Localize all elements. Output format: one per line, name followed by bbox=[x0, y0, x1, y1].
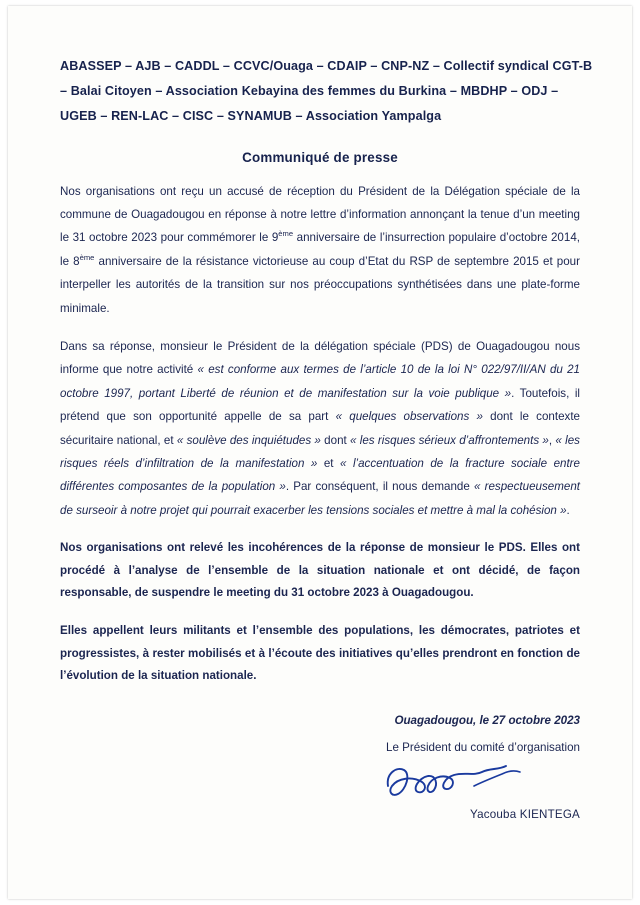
paragraph-2-text-b: . Toutefois, il prétend que son opportunité appelle de sa part bbox=[60, 386, 580, 424]
organizations-header-line-3: UGEB – REN-LAC – CISC – SYNAMUB – Association Yampalga bbox=[60, 109, 442, 124]
signature-block bbox=[60, 714, 580, 821]
paragraph-3: Nos organisations ont relevé les incohérences de la réponse de monsieur le PDS. Elles ont procédé à l’analyse de l’ensemble de la situation nationale et ont décidé, de façon responsable, de suspendre le meeting du 31 octobre 2023 à Ouagadougou. bbox=[60, 541, 580, 600]
signatory-name: Yacouba KIENTEGA bbox=[470, 807, 580, 821]
paragraph-2-text-f: et bbox=[317, 457, 341, 471]
document-content bbox=[60, 54, 593, 821]
document-title: Communiqué de presse bbox=[242, 149, 398, 165]
place-and-date: Ouagadougou, le 27 octobre 2023 bbox=[394, 713, 580, 727]
paper-sheet bbox=[8, 6, 632, 899]
paragraph-2-text-a: Dans sa réponse, monsieur le Président de la délégation spéciale (PDS) de Ouagadougou nous informe que notre activité bbox=[60, 340, 580, 377]
paragraph-2-quote-7: « respectueusement de surseoir à notre projet qui pourrait exacerber les tensions sociales et mettre à mal la cohésion » bbox=[60, 480, 580, 517]
paragraph-1-text-c: anniversaire de la résistance victorieuse au coup d’Etat du RSP de septembre 2015 et pour interpeller les autorités de la transition sur nos préoccupations synthétisées dans une plate-forme minimale. bbox=[60, 254, 580, 315]
paragraph-2-quote-1: « est conforme aux termes de l’article 10 de la loi N° 022/97/II/AN du 21 octobre 1997, portant Liberté de réunion et de manifestation sur la voie publique » bbox=[60, 363, 580, 400]
handwritten-signature bbox=[60, 756, 580, 808]
paragraph-2-text-h: . bbox=[566, 503, 570, 517]
paragraph-1 bbox=[60, 180, 580, 320]
organizations-header-line-2: – Balai Citoyen – Association Kebayina des femmes du Burkina – MBDHP – ODJ – bbox=[60, 84, 559, 99]
paragraph-2-quote-3: « soulève des inquiétudes » bbox=[176, 433, 321, 447]
paragraph-2-text-g: . Par conséquent, il nous demande bbox=[285, 480, 474, 494]
organizations-header-line-1: ABASSEP – AJB – CADDL – CCVC/Ouaga – CDAIP – CNP-NZ – Collectif syndical CGT-B bbox=[60, 59, 593, 73]
paragraph-2-quote-5: « les risques réels d’infiltration de la manifestation » bbox=[60, 433, 580, 471]
paragraph-2 bbox=[60, 335, 580, 522]
paragraph-2-quote-6: « l’accentuation de la fracture sociale entre différentes composantes de la population » bbox=[60, 457, 580, 494]
paragraph-2-text-e: , bbox=[548, 433, 556, 447]
signature-icon bbox=[378, 756, 528, 808]
paragraph-1-sup-2: ème bbox=[79, 252, 95, 262]
organizations-header bbox=[60, 54, 593, 130]
paragraph-2-text-d: dont bbox=[320, 433, 351, 447]
paragraph-1-text-a: Nos organisations ont reçu un accusé de réception du Président de la Délégation spéciale de la commune de Ouagadougou en réponse à notre lettre d’information annonçant la tenue d’un meeting le 31 octobre 2023 pour commémorer le 9 bbox=[60, 184, 580, 245]
paragraph-1-text-b: anniversaire de l’insurrection populaire d’octobre 2014, le 8 bbox=[60, 231, 580, 268]
paragraph-2-text-c: dont le contexte sécuritaire national, et bbox=[60, 410, 580, 447]
paragraph-2-quote-4: « les risques sérieux d’affrontements » bbox=[350, 433, 549, 447]
paragraph-2-quote-2: « quelques observations » bbox=[335, 410, 483, 424]
paragraph-1-sup-1: ème bbox=[278, 229, 294, 239]
signatory-role: Le Président du comité d’organisation bbox=[386, 740, 580, 754]
paragraph-4: Elles appellent leurs militants et l’ensemble des populations, les démocrates, patriotes et progressistes, à rester mobilisés et à l’écoute des initiatives qu’elles prendront en fonction de l’évolution de la situation nationale. bbox=[60, 624, 580, 683]
